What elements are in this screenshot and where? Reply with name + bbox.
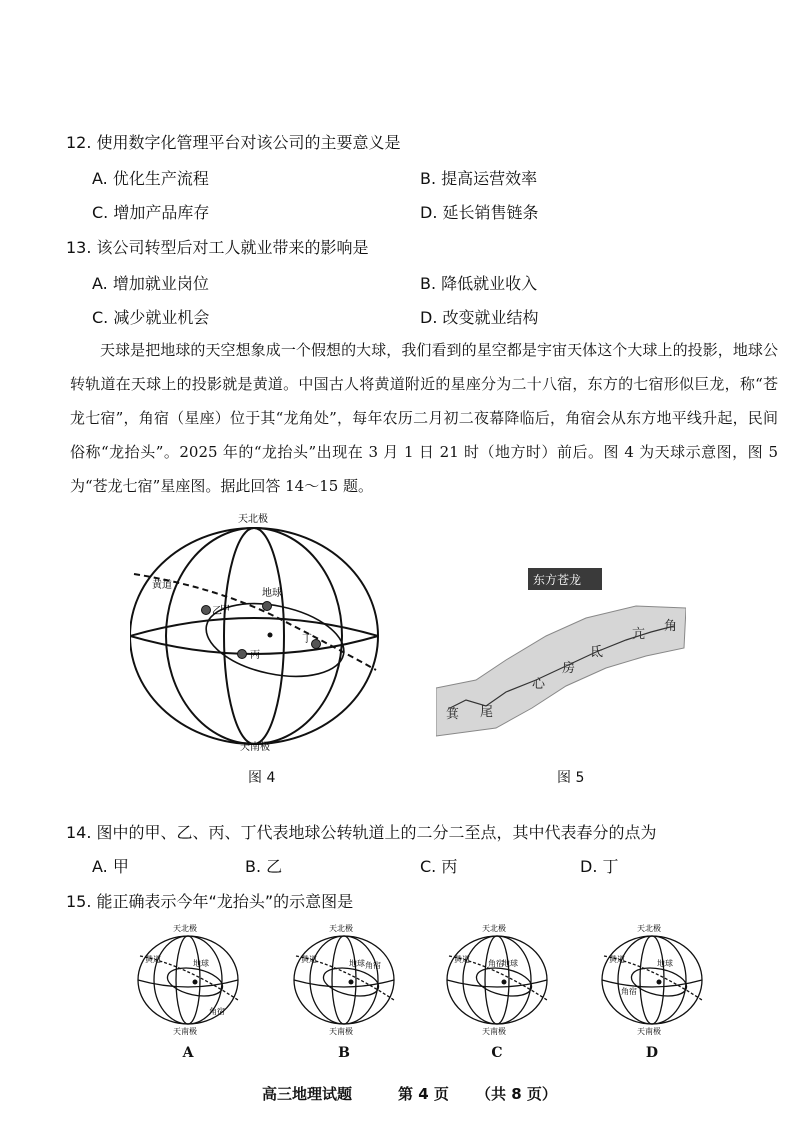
sphere-outline [130,528,378,744]
q13-option-c: C. 减少就业机会 [92,308,210,327]
small-jiao-label: 角宿 [621,987,637,996]
q14-option-c: C. 丙 [420,857,458,876]
yi-label: 乙 [212,606,222,617]
q13-option-b: B. 降低就业收入 [420,274,538,293]
footer-subject: 高三地理试题 [262,1085,353,1103]
option-figure-b [289,922,399,1061]
star-wei: 尾 [480,705,494,720]
q13-option-a: A. 增加就业岗位 [92,274,209,293]
small-jiao-label: 角宿 [488,959,504,968]
q13-stem: 13. 该公司转型后对工人就业带来的影响是 [66,238,369,257]
small-south-pole-label: 天南极 [329,1027,353,1036]
bing-label: 丙 [250,650,260,661]
ding-label: 丁 [302,634,312,645]
point-ding [312,640,321,649]
dragon-band [436,606,686,736]
q14-option-d: D. 丁 [580,857,619,876]
footer-total: （共 8 页） [476,1085,557,1103]
point-bing [238,650,247,659]
q12-option-a: A. 优化生产流程 [92,169,209,188]
q12-option-d: D. 延长销售链条 [420,203,539,222]
point-yi [202,606,211,615]
small-jiao-label: 角宿 [365,961,381,970]
small-south-pole-label: 天南极 [173,1027,197,1036]
q15-stem: 15. 能正确表示今年“龙抬头”的示意图是 [66,892,354,911]
q12-stem: 12. 使用数字化管理平台对该公司的主要意义是 [66,133,401,152]
meridian-inner [224,528,284,744]
option-figure-label: D [645,1045,659,1061]
q12-option-c: C. 增加产品库存 [92,203,210,222]
small-ecliptic-label: 黄道 [454,955,470,964]
option-figure-label: C [491,1045,503,1061]
small-earth-label: 地球 [349,959,365,968]
ecliptic-label: 黄道 [152,580,172,591]
small-sphere-svg [597,922,707,1037]
option-figure-label: B [338,1045,350,1061]
q12-option-b: B. 提高运营效率 [420,169,538,188]
option-figure-label: A [182,1045,194,1061]
small-sphere-svg [442,922,552,1037]
star-kang: 亢 [632,627,646,642]
point-jia-earth [263,602,272,611]
sun-dot [268,633,273,638]
meridian-outer [166,528,342,744]
q14-option-a: A. 甲 [92,857,129,876]
option-figure-a [133,922,243,1061]
small-earth-label: 地球 [657,959,673,968]
passage-text: 天球是把地球的天空想象成一个假想的大球，我们看到的星空都是宇宙天体这个大球上的投影，地球公转轨道在天球上的投影就是黄道。中国古人将黄道附近的星座分为二十八宿，东方的七宿形似巨龙，称“苍龙七宿”，角宿（星座）位于其“龙角处”，每年农历二月初二夜幕降临后，角宿会从东方地平线升起，民间俗称“龙抬头”。2025 年的“龙抬头”出现在 3 月 1 日 21 时（地方时）前后。图 4 为天球示意图，图 5 为“苍龙七宿”星座图。据此回答 14～15 题。 [70,341,778,495]
small-north-pole-label: 天北极 [173,924,197,933]
small-ecliptic-label: 黄道 [145,955,161,964]
footer-page: 第 4 页 [398,1085,449,1103]
passage [70,333,778,503]
star-xin: 心 [532,677,546,692]
small-south-pole-label: 天南极 [482,1027,506,1036]
star-di: 氐 [590,645,604,660]
small-sphere-svg [133,922,243,1037]
jia-label: 甲 [220,605,230,616]
earth-label: 地球 [262,588,282,599]
star-jiao: 角 [664,619,678,634]
small-ecliptic-label: 黄道 [301,955,317,964]
small-sphere-svg [289,922,399,1037]
star-fang: 房 [562,661,576,676]
option-figure-c [442,922,552,1061]
north-pole-label: 天北极 [238,514,268,525]
figure4-celestial-sphere [130,510,392,755]
star-ji: 箕 [446,707,460,722]
small-earth-label: 地球 [193,959,209,968]
small-north-pole-label: 天北极 [482,924,506,933]
small-ecliptic-label: 黄道 [609,955,625,964]
figure5-constellation [436,568,686,740]
small-north-pole-label: 天北极 [329,924,353,933]
figure5-caption: 图 5 [557,770,585,786]
q13-option-d: D. 改变就业结构 [420,308,539,327]
small-south-pole-label: 天南极 [637,1027,661,1036]
option-figure-d [597,922,707,1061]
q14-stem: 14. 图中的甲、乙、丙、丁代表地球公转轨道上的二分二至点，其中代表春分的点为 [66,823,657,842]
figure5-title: 东方苍龙 [533,573,582,587]
small-earth-label: 地球 [502,959,518,968]
figure4-caption: 图 4 [248,770,276,786]
small-jiao-label: 角宿 [209,1007,225,1016]
q14-option-b: B. 乙 [245,857,283,876]
small-north-pole-label: 天北极 [637,924,661,933]
south-pole-label: 天南极 [240,742,270,753]
